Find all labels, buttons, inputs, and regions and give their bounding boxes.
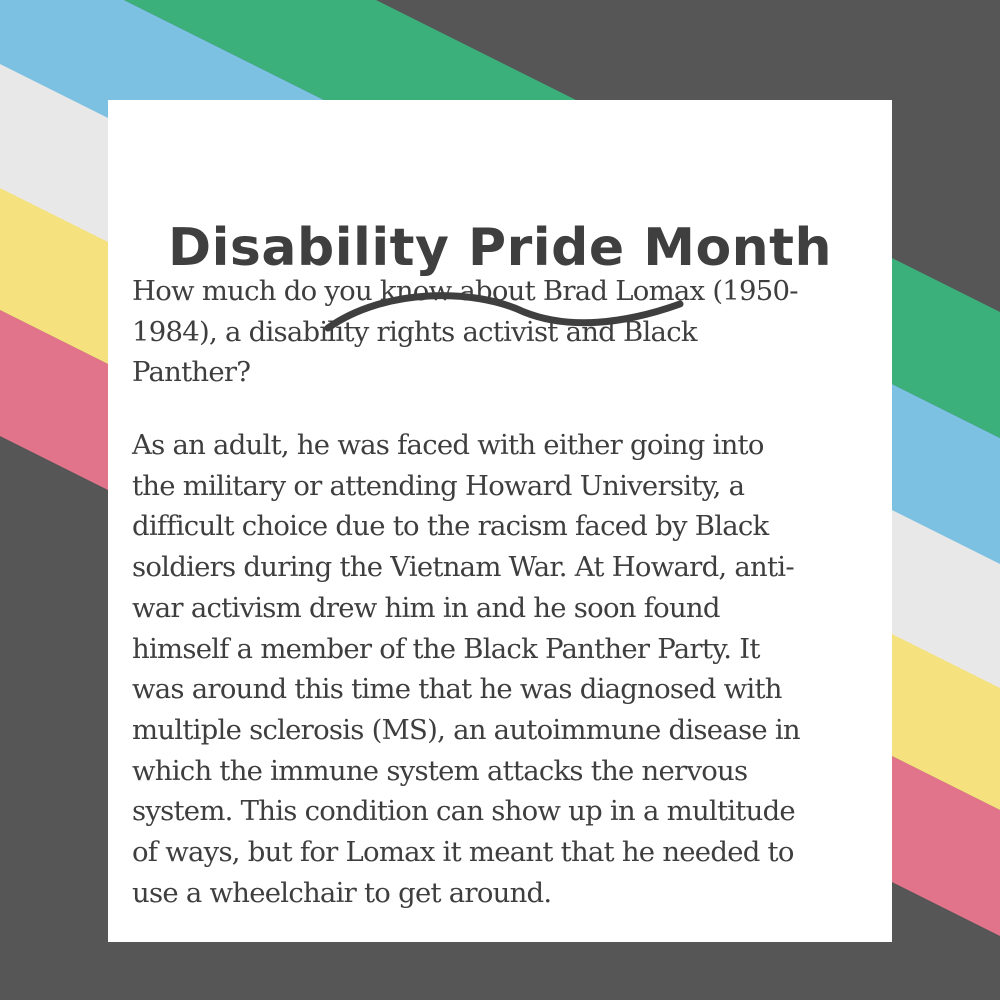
card-title: Disability Pride Month (167, 218, 833, 278)
info-card (108, 100, 892, 942)
intro-paragraph: How much do you know about Brad Lomax (1950- 1984), a disability rights activist and Black Panther? (132, 275, 798, 389)
biography-paragraph: As an adult, he was faced with either going into the military or attending Howard University, a difficult choice due to the racism faced by Black soldiers during the Vietnam War. At Howard, anti- war activism drew him in and he soon found himself a member of the Black Panther Party. It was around this time that he was diagnosed with multiple sclerosis (MS), an autoimmune disease in which the immune system attacks the nervous system. This condition can show up in a multitude of ways, but for Lomax it meant that he needed to use a wheelchair to get around. (132, 429, 800, 909)
